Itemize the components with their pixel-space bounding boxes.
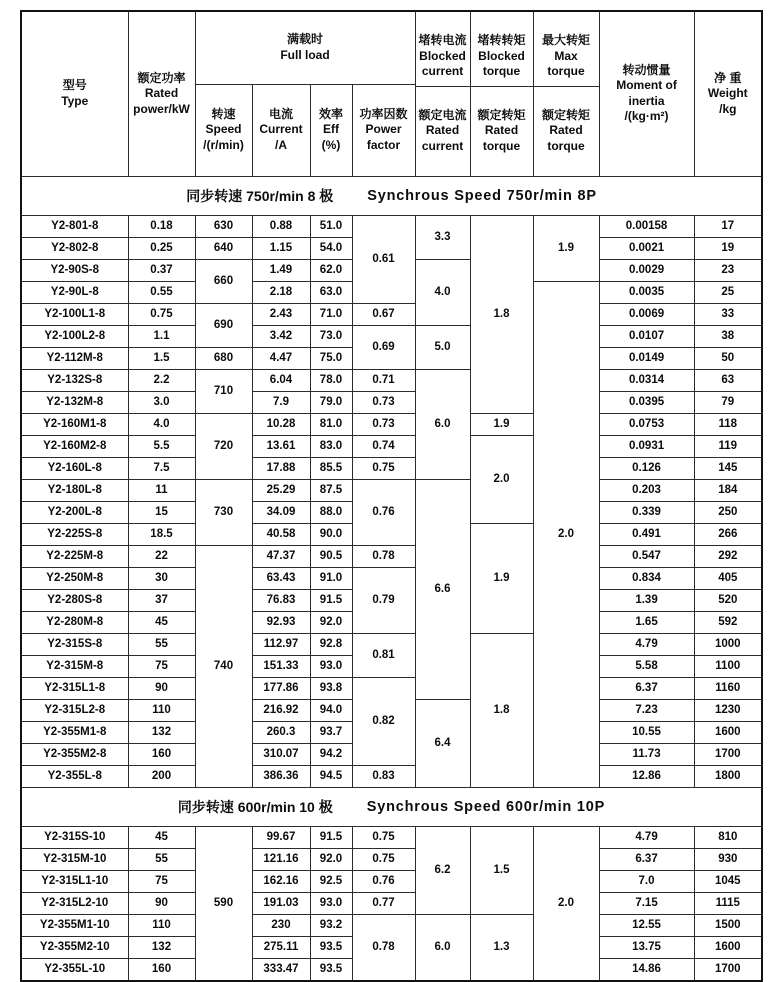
cell-eff: 93.7 bbox=[310, 721, 352, 743]
cell-speed: 660 bbox=[195, 259, 252, 303]
cell-inertia: 11.73 bbox=[599, 743, 694, 765]
col-header-rated-power: 额定功率 Rated power/kW bbox=[128, 11, 195, 176]
col-header-eff: 效率 Eff (%) bbox=[310, 84, 352, 176]
cell-rated-power: 55 bbox=[128, 848, 195, 870]
cell-rated-power: 22 bbox=[128, 545, 195, 567]
cell-type: Y2-315L2-10 bbox=[21, 892, 128, 914]
col-header-power-factor: 功率因数 Power factor bbox=[352, 84, 415, 176]
table-row bbox=[21, 870, 762, 892]
cell-type: Y2-160M1-8 bbox=[21, 413, 128, 435]
section-title-cell bbox=[21, 176, 762, 215]
cell-weight: 33 bbox=[694, 303, 762, 325]
cell-weight: 592 bbox=[694, 611, 762, 633]
cell-rated-power: 0.55 bbox=[128, 281, 195, 303]
cell-inertia: 0.00158 bbox=[599, 215, 694, 237]
cell-weight: 1045 bbox=[694, 870, 762, 892]
section-title-zh: 同步转速 600r/min 10 极 bbox=[177, 798, 333, 815]
cell-inertia: 14.86 bbox=[599, 958, 694, 981]
cell-inertia: 13.75 bbox=[599, 936, 694, 958]
cell-current: 260.3 bbox=[252, 721, 310, 743]
cell-type: Y2-355L-8 bbox=[21, 765, 128, 787]
cell-current: 191.03 bbox=[252, 892, 310, 914]
cell-type: Y2-355M2-10 bbox=[21, 936, 128, 958]
cell-inertia: 0.547 bbox=[599, 545, 694, 567]
cell-current: 2.18 bbox=[252, 281, 310, 303]
cell-eff: 90.5 bbox=[310, 545, 352, 567]
cell-current: 63.43 bbox=[252, 567, 310, 589]
cell-inertia: 0.491 bbox=[599, 523, 694, 545]
cell-power-factor: 0.75 bbox=[352, 826, 415, 848]
table-row bbox=[21, 325, 762, 347]
cell-current: 6.04 bbox=[252, 369, 310, 391]
cell-current: 25.29 bbox=[252, 479, 310, 501]
cell-type: Y2-802-8 bbox=[21, 237, 128, 259]
cell-current: 230 bbox=[252, 914, 310, 936]
cell-power-factor: 0.74 bbox=[352, 435, 415, 457]
cell-blocked-current-ratio: 4.0 bbox=[415, 259, 470, 325]
cell-rated-power: 7.5 bbox=[128, 457, 195, 479]
cell-rated-power: 11 bbox=[128, 479, 195, 501]
cell-rated-power: 75 bbox=[128, 870, 195, 892]
cell-eff: 93.5 bbox=[310, 936, 352, 958]
cell-eff: 78.0 bbox=[310, 369, 352, 391]
cell-weight: 250 bbox=[694, 501, 762, 523]
cell-rated-power: 90 bbox=[128, 677, 195, 699]
table-row bbox=[21, 848, 762, 870]
cell-eff: 62.0 bbox=[310, 259, 352, 281]
cell-weight: 1700 bbox=[694, 958, 762, 981]
table-row bbox=[21, 633, 762, 655]
cell-inertia: 0.126 bbox=[599, 457, 694, 479]
cell-weight: 930 bbox=[694, 848, 762, 870]
cell-weight: 145 bbox=[694, 457, 762, 479]
cell-weight: 119 bbox=[694, 435, 762, 457]
cell-weight: 1115 bbox=[694, 892, 762, 914]
cell-blocked-current-ratio: 6.2 bbox=[415, 826, 470, 914]
cell-speed: 740 bbox=[195, 545, 252, 787]
cell-power-factor: 0.81 bbox=[352, 633, 415, 677]
table-row bbox=[21, 457, 762, 479]
cell-type: Y2-315L2-8 bbox=[21, 699, 128, 721]
cell-current: 112.97 bbox=[252, 633, 310, 655]
col-header-blocked-torque-ratio bbox=[470, 11, 533, 176]
cell-current: 99.67 bbox=[252, 826, 310, 848]
table-row bbox=[21, 826, 762, 848]
cell-current: 162.16 bbox=[252, 870, 310, 892]
cell-weight: 292 bbox=[694, 545, 762, 567]
cell-inertia: 1.65 bbox=[599, 611, 694, 633]
table-row bbox=[21, 303, 762, 325]
cell-inertia: 0.0035 bbox=[599, 281, 694, 303]
cell-type: Y2-315S-8 bbox=[21, 633, 128, 655]
cell-inertia: 6.37 bbox=[599, 848, 694, 870]
blocked-current-label: 堵转电流 Blocked current bbox=[416, 28, 470, 87]
cell-inertia: 0.0149 bbox=[599, 347, 694, 369]
cell-rated-power: 90 bbox=[128, 892, 195, 914]
cell-type: Y2-225M-8 bbox=[21, 545, 128, 567]
cell-inertia: 0.339 bbox=[599, 501, 694, 523]
col-header-full-load: 满载时 Full load bbox=[195, 11, 415, 84]
cell-type: Y2-180L-8 bbox=[21, 479, 128, 501]
cell-power-factor: 0.75 bbox=[352, 848, 415, 870]
cell-current: 310.07 bbox=[252, 743, 310, 765]
cell-eff: 93.5 bbox=[310, 958, 352, 981]
table-row bbox=[21, 413, 762, 435]
cell-rated-power: 1.5 bbox=[128, 347, 195, 369]
section-title-en: Synchrous Speed 750r/min 8P bbox=[367, 187, 597, 204]
cell-rated-power: 132 bbox=[128, 936, 195, 958]
cell-rated-power: 30 bbox=[128, 567, 195, 589]
cell-eff: 93.0 bbox=[310, 892, 352, 914]
table-row bbox=[21, 914, 762, 936]
cell-speed: 730 bbox=[195, 479, 252, 545]
cell-type: Y2-355M1-10 bbox=[21, 914, 128, 936]
cell-rated-power: 0.25 bbox=[128, 237, 195, 259]
cell-inertia: 7.23 bbox=[599, 699, 694, 721]
cell-current: 76.83 bbox=[252, 589, 310, 611]
cell-speed: 590 bbox=[195, 826, 252, 981]
max-torque-label: 最大转矩 Max torque bbox=[534, 28, 599, 87]
cell-inertia: 0.0107 bbox=[599, 325, 694, 347]
cell-rated-power: 45 bbox=[128, 611, 195, 633]
cell-type: Y2-355L-10 bbox=[21, 958, 128, 981]
cell-type: Y2-112M-8 bbox=[21, 347, 128, 369]
table-row bbox=[21, 391, 762, 413]
cell-weight: 118 bbox=[694, 413, 762, 435]
col-header-max-torque-ratio bbox=[533, 11, 599, 176]
cell-eff: 94.2 bbox=[310, 743, 352, 765]
col-header-type: 型号 Type bbox=[21, 11, 128, 176]
cell-inertia: 12.86 bbox=[599, 765, 694, 787]
cell-weight: 184 bbox=[694, 479, 762, 501]
cell-eff: 63.0 bbox=[310, 281, 352, 303]
cell-power-factor: 0.76 bbox=[352, 870, 415, 892]
table-body bbox=[21, 176, 762, 981]
cell-weight: 38 bbox=[694, 325, 762, 347]
cell-rated-power: 110 bbox=[128, 699, 195, 721]
cell-eff: 88.0 bbox=[310, 501, 352, 523]
cell-weight: 520 bbox=[694, 589, 762, 611]
cell-eff: 75.0 bbox=[310, 347, 352, 369]
cell-inertia: 5.58 bbox=[599, 655, 694, 677]
cell-current: 1.49 bbox=[252, 259, 310, 281]
cell-rated-power: 18.5 bbox=[128, 523, 195, 545]
cell-inertia: 0.0021 bbox=[599, 237, 694, 259]
cell-current: 3.42 bbox=[252, 325, 310, 347]
cell-blocked-torque-ratio: 1.8 bbox=[470, 215, 533, 413]
table-row bbox=[21, 545, 762, 567]
cell-current: 333.47 bbox=[252, 958, 310, 981]
cell-blocked-torque-ratio: 1.9 bbox=[470, 413, 533, 435]
cell-weight: 17 bbox=[694, 215, 762, 237]
cell-eff: 92.8 bbox=[310, 633, 352, 655]
cell-rated-power: 4.0 bbox=[128, 413, 195, 435]
col-header-speed: 转速 Speed /(r/min) bbox=[195, 84, 252, 176]
cell-type: Y2-355M2-8 bbox=[21, 743, 128, 765]
cell-power-factor: 0.75 bbox=[352, 457, 415, 479]
cell-type: Y2-315S-10 bbox=[21, 826, 128, 848]
cell-type: Y2-315L1-8 bbox=[21, 677, 128, 699]
cell-max-torque-ratio: 2.0 bbox=[533, 281, 599, 787]
cell-weight: 1160 bbox=[694, 677, 762, 699]
cell-power-factor: 0.79 bbox=[352, 567, 415, 633]
cell-eff: 92.0 bbox=[310, 611, 352, 633]
cell-eff: 91.0 bbox=[310, 567, 352, 589]
rated-current-label: 额定电流 Rated current bbox=[418, 107, 467, 153]
cell-eff: 79.0 bbox=[310, 391, 352, 413]
table-row bbox=[21, 677, 762, 699]
table-row bbox=[21, 479, 762, 501]
cell-rated-power: 0.75 bbox=[128, 303, 195, 325]
cell-rated-power: 1.1 bbox=[128, 325, 195, 347]
cell-current: 216.92 bbox=[252, 699, 310, 721]
cell-weight: 50 bbox=[694, 347, 762, 369]
cell-type: Y2-250M-8 bbox=[21, 567, 128, 589]
cell-blocked-torque-ratio: 2.0 bbox=[470, 435, 533, 523]
cell-current: 40.58 bbox=[252, 523, 310, 545]
table-row bbox=[21, 567, 762, 589]
cell-weight: 266 bbox=[694, 523, 762, 545]
cell-inertia: 1.39 bbox=[599, 589, 694, 611]
cell-inertia: 12.55 bbox=[599, 914, 694, 936]
cell-power-factor: 0.61 bbox=[352, 215, 415, 303]
cell-blocked-current-ratio: 6.4 bbox=[415, 699, 470, 787]
cell-weight: 1800 bbox=[694, 765, 762, 787]
motor-spec-table bbox=[20, 10, 763, 982]
cell-rated-power: 45 bbox=[128, 826, 195, 848]
cell-eff: 51.0 bbox=[310, 215, 352, 237]
cell-power-factor: 0.71 bbox=[352, 369, 415, 391]
cell-inertia: 7.15 bbox=[599, 892, 694, 914]
col-header-blocked-current-ratio bbox=[415, 11, 470, 176]
cell-power-factor: 0.73 bbox=[352, 413, 415, 435]
cell-power-factor: 0.73 bbox=[352, 391, 415, 413]
rated-torque-label-2: 额定转矩 Rated torque bbox=[542, 107, 591, 153]
cell-eff: 93.8 bbox=[310, 677, 352, 699]
table-row bbox=[21, 435, 762, 457]
cell-blocked-torque-ratio: 1.9 bbox=[470, 523, 533, 633]
cell-inertia: 0.203 bbox=[599, 479, 694, 501]
cell-current: 7.9 bbox=[252, 391, 310, 413]
cell-weight: 23 bbox=[694, 259, 762, 281]
cell-current: 386.36 bbox=[252, 765, 310, 787]
col-header-inertia: 转动惯量 Moment of inertia /(kg·m²) bbox=[599, 11, 694, 176]
cell-inertia: 0.0931 bbox=[599, 435, 694, 457]
cell-current: 4.47 bbox=[252, 347, 310, 369]
cell-current: 34.09 bbox=[252, 501, 310, 523]
cell-weight: 1600 bbox=[694, 721, 762, 743]
cell-weight: 63 bbox=[694, 369, 762, 391]
cell-rated-power: 0.37 bbox=[128, 259, 195, 281]
cell-inertia: 0.0314 bbox=[599, 369, 694, 391]
cell-type: Y2-100L2-8 bbox=[21, 325, 128, 347]
cell-type: Y2-355M1-8 bbox=[21, 721, 128, 743]
cell-eff: 91.5 bbox=[310, 826, 352, 848]
cell-eff: 92.0 bbox=[310, 848, 352, 870]
blocked-torque-label: 堵转转矩 Blocked torque bbox=[471, 28, 533, 87]
cell-current: 151.33 bbox=[252, 655, 310, 677]
cell-type: Y2-315M-8 bbox=[21, 655, 128, 677]
cell-speed: 720 bbox=[195, 413, 252, 479]
cell-type: Y2-100L1-8 bbox=[21, 303, 128, 325]
cell-current: 275.11 bbox=[252, 936, 310, 958]
cell-weight: 1700 bbox=[694, 743, 762, 765]
cell-weight: 1600 bbox=[694, 936, 762, 958]
cell-blocked-current-ratio: 3.3 bbox=[415, 215, 470, 259]
cell-speed: 710 bbox=[195, 369, 252, 413]
cell-inertia: 4.79 bbox=[599, 826, 694, 848]
cell-rated-power: 75 bbox=[128, 655, 195, 677]
cell-blocked-torque-ratio: 1.5 bbox=[470, 826, 533, 914]
cell-rated-power: 37 bbox=[128, 589, 195, 611]
cell-eff: 71.0 bbox=[310, 303, 352, 325]
cell-weight: 1500 bbox=[694, 914, 762, 936]
cell-eff: 90.0 bbox=[310, 523, 352, 545]
cell-power-factor: 0.76 bbox=[352, 479, 415, 545]
cell-current: 92.93 bbox=[252, 611, 310, 633]
cell-type: Y2-132M-8 bbox=[21, 391, 128, 413]
cell-rated-power: 15 bbox=[128, 501, 195, 523]
cell-eff: 81.0 bbox=[310, 413, 352, 435]
cell-weight: 1100 bbox=[694, 655, 762, 677]
cell-inertia: 0.0753 bbox=[599, 413, 694, 435]
cell-type: Y2-90S-8 bbox=[21, 259, 128, 281]
cell-inertia: 10.55 bbox=[599, 721, 694, 743]
cell-type: Y2-160M2-8 bbox=[21, 435, 128, 457]
cell-type: Y2-160L-8 bbox=[21, 457, 128, 479]
cell-eff: 54.0 bbox=[310, 237, 352, 259]
section-title-cell bbox=[21, 787, 762, 826]
table-header bbox=[21, 11, 762, 176]
cell-type: Y2-315M-10 bbox=[21, 848, 128, 870]
cell-type: Y2-225S-8 bbox=[21, 523, 128, 545]
cell-rated-power: 5.5 bbox=[128, 435, 195, 457]
cell-weight: 1230 bbox=[694, 699, 762, 721]
cell-eff: 85.5 bbox=[310, 457, 352, 479]
cell-current: 121.16 bbox=[252, 848, 310, 870]
cell-rated-power: 2.2 bbox=[128, 369, 195, 391]
cell-current: 1.15 bbox=[252, 237, 310, 259]
cell-weight: 25 bbox=[694, 281, 762, 303]
cell-power-factor: 0.78 bbox=[352, 914, 415, 981]
cell-inertia: 0.0069 bbox=[599, 303, 694, 325]
cell-rated-power: 110 bbox=[128, 914, 195, 936]
cell-power-factor: 0.78 bbox=[352, 545, 415, 567]
cell-current: 17.88 bbox=[252, 457, 310, 479]
cell-power-factor: 0.67 bbox=[352, 303, 415, 325]
cell-type: Y2-315L1-10 bbox=[21, 870, 128, 892]
cell-eff: 94.5 bbox=[310, 765, 352, 787]
col-header-weight: 净 重 Weight /kg bbox=[694, 11, 762, 176]
cell-eff: 93.0 bbox=[310, 655, 352, 677]
cell-eff: 94.0 bbox=[310, 699, 352, 721]
cell-type: Y2-90L-8 bbox=[21, 281, 128, 303]
cell-power-factor: 0.82 bbox=[352, 677, 415, 765]
cell-rated-power: 132 bbox=[128, 721, 195, 743]
cell-speed: 640 bbox=[195, 237, 252, 259]
cell-speed: 690 bbox=[195, 303, 252, 347]
cell-eff: 73.0 bbox=[310, 325, 352, 347]
cell-inertia: 0.834 bbox=[599, 567, 694, 589]
cell-inertia: 7.0 bbox=[599, 870, 694, 892]
cell-type: Y2-132S-8 bbox=[21, 369, 128, 391]
cell-type: Y2-200L-8 bbox=[21, 501, 128, 523]
cell-blocked-current-ratio: 6.6 bbox=[415, 479, 470, 699]
cell-eff: 91.5 bbox=[310, 589, 352, 611]
cell-max-torque-ratio: 1.9 bbox=[533, 215, 599, 281]
table-row bbox=[21, 892, 762, 914]
cell-blocked-current-ratio: 6.0 bbox=[415, 369, 470, 479]
cell-rated-power: 160 bbox=[128, 958, 195, 981]
section-title-en: Synchrous Speed 600r/min 10P bbox=[366, 798, 606, 815]
cell-eff: 83.0 bbox=[310, 435, 352, 457]
cell-weight: 79 bbox=[694, 391, 762, 413]
cell-blocked-current-ratio: 5.0 bbox=[415, 325, 470, 369]
cell-current: 177.86 bbox=[252, 677, 310, 699]
cell-inertia: 4.79 bbox=[599, 633, 694, 655]
cell-inertia: 0.0395 bbox=[599, 391, 694, 413]
cell-type: Y2-801-8 bbox=[21, 215, 128, 237]
table-row bbox=[21, 369, 762, 391]
cell-current: 47.37 bbox=[252, 545, 310, 567]
cell-blocked-current-ratio: 6.0 bbox=[415, 914, 470, 981]
cell-weight: 405 bbox=[694, 567, 762, 589]
cell-rated-power: 160 bbox=[128, 743, 195, 765]
cell-inertia: 0.0029 bbox=[599, 259, 694, 281]
cell-power-factor: 0.69 bbox=[352, 325, 415, 369]
cell-current: 2.43 bbox=[252, 303, 310, 325]
cell-current: 0.88 bbox=[252, 215, 310, 237]
cell-rated-power: 55 bbox=[128, 633, 195, 655]
cell-eff: 93.2 bbox=[310, 914, 352, 936]
cell-speed: 630 bbox=[195, 215, 252, 237]
section-title-zh: 同步转速 750r/min 8 极 bbox=[186, 187, 334, 204]
rated-torque-label: 额定转矩 Rated torque bbox=[477, 107, 526, 153]
cell-speed: 680 bbox=[195, 347, 252, 369]
cell-max-torque-ratio: 2.0 bbox=[533, 826, 599, 981]
col-header-current: 电流 Current /A bbox=[252, 84, 310, 176]
cell-rated-power: 0.18 bbox=[128, 215, 195, 237]
cell-type: Y2-280S-8 bbox=[21, 589, 128, 611]
cell-type: Y2-280M-8 bbox=[21, 611, 128, 633]
cell-current: 10.28 bbox=[252, 413, 310, 435]
cell-power-factor: 0.83 bbox=[352, 765, 415, 787]
cell-current: 13.61 bbox=[252, 435, 310, 457]
table-row bbox=[21, 765, 762, 787]
cell-weight: 1000 bbox=[694, 633, 762, 655]
section-title-row-1 bbox=[21, 176, 762, 215]
cell-rated-power: 3.0 bbox=[128, 391, 195, 413]
cell-weight: 19 bbox=[694, 237, 762, 259]
cell-eff: 92.5 bbox=[310, 870, 352, 892]
cell-weight: 810 bbox=[694, 826, 762, 848]
cell-rated-power: 200 bbox=[128, 765, 195, 787]
cell-blocked-torque-ratio: 1.3 bbox=[470, 914, 533, 981]
cell-inertia: 6.37 bbox=[599, 677, 694, 699]
cell-eff: 87.5 bbox=[310, 479, 352, 501]
section-title-row-2 bbox=[21, 787, 762, 826]
table-row bbox=[21, 215, 762, 237]
cell-blocked-torque-ratio: 1.8 bbox=[470, 633, 533, 787]
cell-power-factor: 0.77 bbox=[352, 892, 415, 914]
